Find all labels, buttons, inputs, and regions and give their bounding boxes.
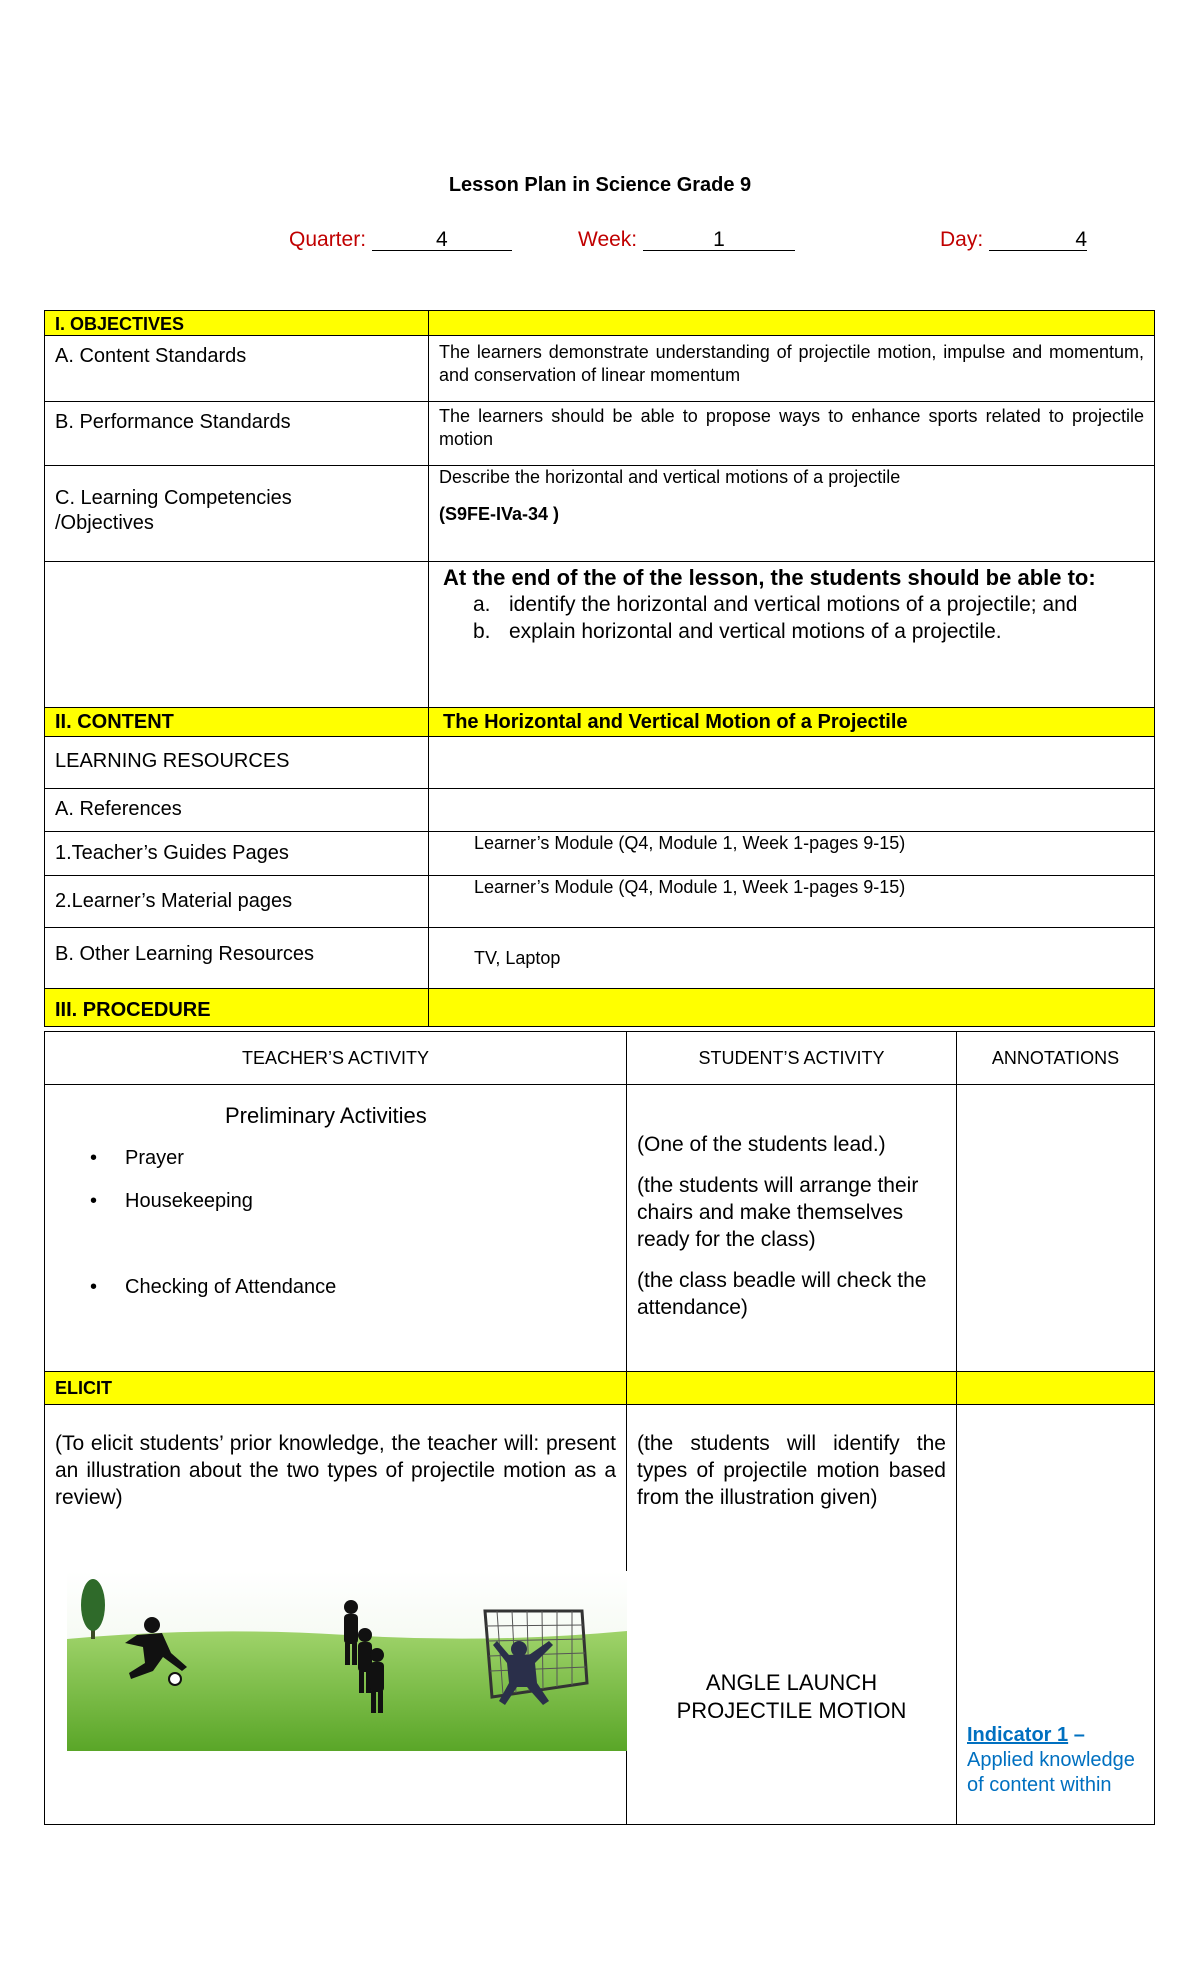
quarter-value: 4: [372, 230, 512, 251]
teachers-guide-label: 1.Teacher’s Guides Pages: [55, 842, 289, 864]
other-resources-label: B. Other Learning Resources: [55, 943, 315, 965]
student-response: (the students will arrange their chairs and make themselves ready for the class): [637, 1174, 919, 1251]
indicator-dash: –: [1068, 1724, 1085, 1746]
objectives-lead: At the end of the of the lesson, the students should be able to:: [443, 565, 1096, 590]
indicator-text: Applied knowledge of content within: [967, 1749, 1135, 1796]
list-item: • Checking of Attendance: [45, 1276, 626, 1299]
quarter-field: [289, 228, 512, 252]
other-resources-value: TV, Laptop: [474, 948, 561, 968]
performance-standards-label: B. Performance Standards: [55, 411, 291, 433]
content-topic: The Horizontal and Vertical Motion of a Projectile: [443, 711, 908, 733]
learners-material-label: 2.Learner’s Material pages: [55, 890, 293, 912]
student-activity-header: STUDENT’S ACTIVITY: [698, 1048, 885, 1068]
performance-standards-text: The learners should be able to propose ways to enhance sports related to projectile motion: [439, 406, 1144, 449]
competency-text: Describe the horizontal and vertical motions of a projectile: [439, 467, 901, 487]
day-field: [940, 228, 1087, 252]
student-response: (the class beadle will check the attendance): [637, 1269, 927, 1319]
soccer-ball-icon: [169, 1673, 181, 1685]
day-label: Day:: [940, 228, 984, 251]
objective-item: b. explain horizontal and vertical motions of a projectile.: [473, 620, 1002, 643]
references-label: A. References: [55, 798, 182, 820]
elicit-student-text: (the students will identify the types of projectile motion based from the illustration given): [637, 1432, 946, 1509]
competency-code: (S9FE-IVa-34 ): [439, 504, 560, 524]
objectives-header: I. OBJECTIVES: [55, 314, 185, 334]
objective-item: a. identify the horizontal and vertical motions of a projectile; and: [473, 593, 1078, 616]
indicator-link[interactable]: Indicator 1: [967, 1724, 1069, 1746]
teachers-guide-value: Learner’s Module (Q4, Module 1, Week 1-pages 9-15): [474, 833, 906, 853]
elicit-header: ELICIT: [55, 1378, 112, 1398]
soccer-field-illustration: [67, 1571, 627, 1751]
week-field: [578, 228, 795, 252]
elicit-answer: ANGLE LAUNCH PROJECTILE MOTION: [676, 1670, 907, 1723]
list-item: • Housekeeping: [45, 1190, 626, 1213]
preliminary-title: Preliminary Activities: [225, 1103, 427, 1128]
procedure-header: III. PROCEDURE: [55, 999, 211, 1021]
procedure-table: [44, 1031, 1155, 1825]
teacher-activity-header: TEACHER’S ACTIVITY: [241, 1048, 430, 1068]
page-title: Lesson Plan in Science Grade 9: [448, 174, 752, 196]
week-label: Week:: [578, 228, 638, 251]
list-item: • Prayer: [45, 1147, 626, 1170]
elicit-teacher-text: (To elicit students’ prior knowledge, the teacher will: present an illustration about the two types of projectile motion as a review): [55, 1432, 616, 1509]
objectives-label: /Objectives: [55, 512, 154, 534]
annotations-header: ANNOTATIONS: [991, 1048, 1120, 1068]
learners-material-value: Learner’s Module (Q4, Module 1, Week 1-pages 9-15): [474, 877, 906, 897]
objectives-table: [44, 310, 1155, 1027]
week-value: 1: [643, 230, 795, 251]
competencies-label: C. Learning Competencies: [55, 487, 292, 509]
objectives-header-cell: [45, 311, 429, 336]
student-response: (One of the students lead.): [637, 1133, 886, 1156]
content-standards-label: A. Content Standards: [55, 345, 247, 367]
content-standards-text: The learners demonstrate understanding of projectile motion, impulse and momentum, and conservation of linear momentum: [439, 342, 1144, 385]
day-value: 4: [989, 230, 1087, 251]
content-header: II. CONTENT: [55, 711, 174, 733]
learning-resources-label: LEARNING RESOURCES: [55, 750, 290, 772]
quarter-label: Quarter:: [289, 228, 367, 251]
